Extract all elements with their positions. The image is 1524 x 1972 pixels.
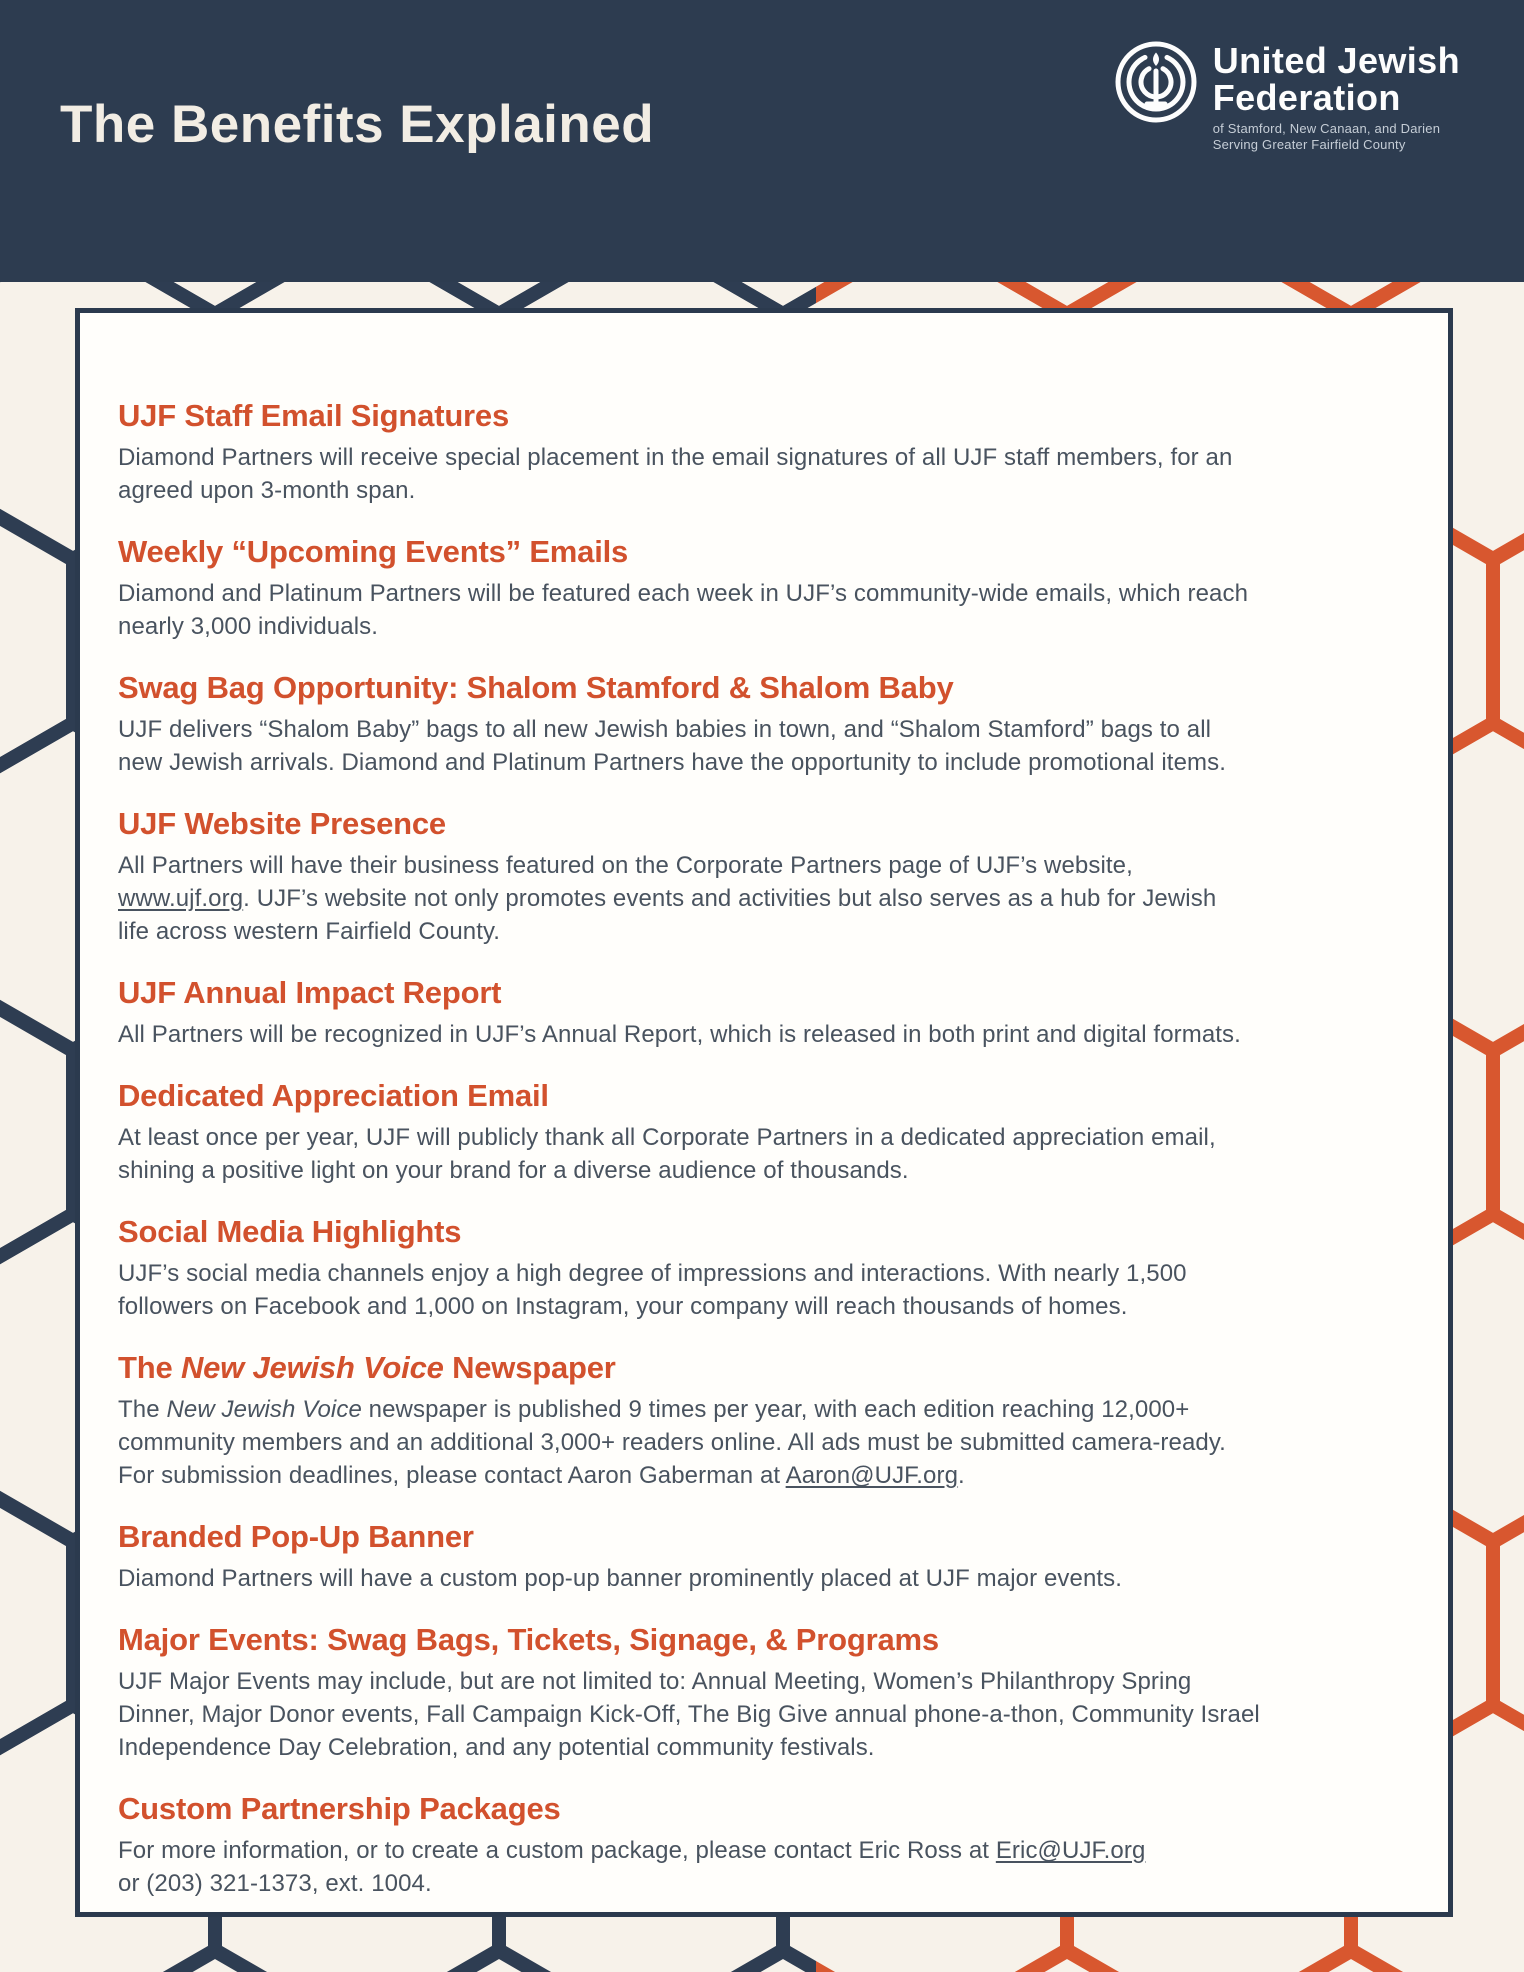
section-heading (118, 805, 1408, 842)
text-segment: Dinner, Major Donor events, Fall Campaign Kick-Off, The Big Give annual phone-a-thon, Community Israel (118, 1701, 1260, 1728)
benefits-card (75, 308, 1453, 1917)
text-segment: UJF Major Events may include, but are not limited to: Annual Meeting, Women’s Philanthropy Spring (118, 1668, 1192, 1695)
text-segment: Branded Pop-Up Banner (118, 1519, 474, 1554)
italic-text-segment: New Jewish Voice (166, 1396, 362, 1423)
text-segment: Diamond and Platinum Partners will be featured each week in UJF’s community-wide emails, which reach (118, 580, 1249, 607)
text-segment: nearly 3,000 individuals. (118, 613, 378, 640)
logo-org-line2: Federation (1212, 77, 1401, 118)
section-body (118, 1393, 1408, 1492)
text-segment: . (958, 1462, 965, 1489)
section-appreciation-email (118, 1077, 1408, 1187)
section-staff-email-signatures (118, 397, 1408, 507)
section-heading (118, 1349, 1408, 1386)
text-segment: or (203) 321-1373, ext. 1004. (118, 1870, 432, 1897)
aaron-email-link[interactable]: Aaron@UJF.org (785, 1462, 959, 1489)
text-segment: Social Media Highlights (118, 1214, 462, 1249)
section-heading (118, 1621, 1408, 1658)
text-segment: For more information, or to create a custom package, please contact Eric Ross at (118, 1837, 996, 1864)
ujf-logo (1114, 40, 1460, 153)
text-segment: Custom Partnership Packages (118, 1791, 561, 1826)
section-body (118, 1121, 1408, 1187)
logo-tagline-line1: of Stamford, New Canaan, and Darien (1212, 121, 1441, 136)
section-heading (118, 974, 1408, 1011)
section-body (118, 1665, 1408, 1764)
logo-org-line1: United Jewish (1212, 40, 1460, 81)
benefits-sections (118, 397, 1408, 1900)
section-body (118, 1018, 1408, 1051)
text-segment: Weekly “Upcoming Events” Emails (118, 534, 629, 569)
text-segment: newspaper is published 9 times per year, with each edition reaching 12,000+ (361, 1396, 1190, 1423)
text-segment: For submission deadlines, please contact Aaron Gaberman at (118, 1462, 786, 1489)
section-heading (118, 1518, 1408, 1555)
section-heading (118, 533, 1408, 570)
section-body (118, 1257, 1408, 1323)
text-segment: . UJF’s website not only promotes events and activities but also serves as a hub for Jewish (243, 885, 1217, 912)
text-segment: Newspaper (443, 1350, 616, 1385)
section-branded-popup-banner (118, 1518, 1408, 1595)
text-segment: The (118, 1396, 167, 1423)
section-new-jewish-voice-newspaper (118, 1349, 1408, 1492)
text-segment: At least once per year, UJF will publicly thank all Corporate Partners in a dedicated appreciation email, (118, 1124, 1216, 1151)
section-heading (118, 1790, 1408, 1827)
text-segment: new Jewish arrivals. Diamond and Platinum Partners have the opportunity to include promotional items. (118, 749, 1226, 776)
section-heading (118, 1213, 1408, 1250)
text-segment: All Partners will have their business featured on the Corporate Partners page of UJF’s website, (118, 852, 1133, 879)
ujf-website-link[interactable]: www.ujf.org (118, 885, 244, 912)
section-body (118, 1834, 1408, 1900)
section-heading (118, 397, 1408, 434)
section-body (118, 577, 1408, 643)
logo-text (1213, 40, 1460, 153)
section-body (118, 713, 1408, 779)
text-segment: community members and an additional 3,000+ readers online. All ads must be submitted camera-ready. (118, 1429, 1226, 1456)
header-band (0, 0, 1524, 282)
text-segment: Swag Bag Opportunity: Shalom Stamford & Shalom Baby (118, 670, 954, 705)
text-segment: UJF delivers “Shalom Baby” bags to all new Jewish babies in town, and “Shalom Stamford” bags to all (118, 716, 1212, 743)
menorah-circle-icon (1114, 40, 1198, 153)
text-segment: agreed upon 3-month span. (118, 477, 416, 504)
section-body (118, 441, 1408, 507)
text-segment: shining a positive light on your brand for a diverse audience of thousands. (118, 1157, 909, 1184)
text-segment: The (118, 1350, 181, 1385)
section-body (118, 1562, 1408, 1595)
text-segment: Diamond Partners will have a custom pop-up banner prominently placed at UJF major events. (118, 1565, 1123, 1592)
italic-text-segment: New Jewish Voice (180, 1350, 444, 1385)
section-swag-bag-opportunity (118, 669, 1408, 779)
section-major-events (118, 1621, 1408, 1764)
text-segment: Dedicated Appreciation Email (118, 1078, 549, 1113)
section-upcoming-events-emails (118, 533, 1408, 643)
section-website-presence (118, 805, 1408, 948)
text-segment: Major Events: Swag Bags, Tickets, Signage, & Programs (118, 1622, 939, 1657)
section-heading (118, 669, 1408, 706)
text-segment: life across western Fairfield County. (118, 918, 501, 945)
page-title: The Benefits Explained (60, 95, 655, 154)
text-segment: UJF Website Presence (118, 806, 446, 841)
section-annual-impact-report (118, 974, 1408, 1051)
text-segment: UJF Annual Impact Report (118, 975, 502, 1010)
logo-tagline-line2: Serving Greater Fairfield County (1212, 137, 1406, 152)
text-segment: UJF’s social media channels enjoy a high degree of impressions and interactions. With nearly 1,500 (118, 1260, 1187, 1287)
section-social-media-highlights (118, 1213, 1408, 1323)
text-segment: followers on Facebook and 1,000 on Instagram, your company will reach thousands of homes. (118, 1293, 1128, 1320)
text-segment: Independence Day Celebration, and any potential community festivals. (118, 1734, 875, 1761)
text-segment: All Partners will be recognized in UJF’s Annual Report, which is released in both print and digital formats. (118, 1021, 1241, 1048)
section-body (118, 849, 1408, 948)
section-heading (118, 1077, 1408, 1114)
text-segment: Diamond Partners will receive special placement in the email signatures of all UJF staff members, for an (118, 444, 1233, 471)
text-segment: UJF Staff Email Signatures (118, 398, 510, 433)
section-custom-partnership-packages (118, 1790, 1408, 1900)
eric-email-link[interactable]: Eric@UJF.org (995, 1837, 1146, 1864)
